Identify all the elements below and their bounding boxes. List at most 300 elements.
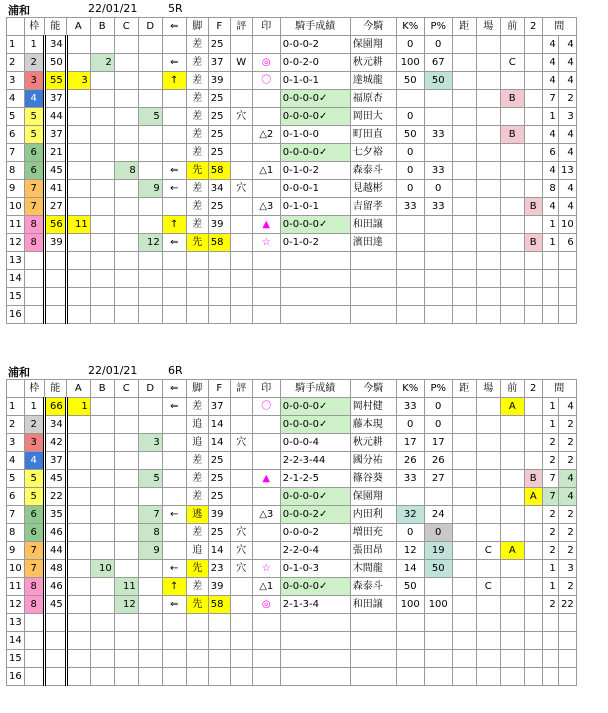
cell-arrow: ↑ bbox=[162, 216, 186, 234]
cell-C bbox=[114, 90, 138, 108]
cell-P: 0 bbox=[424, 416, 452, 434]
cell-A bbox=[66, 542, 90, 560]
cell-ma1: 7 bbox=[542, 90, 558, 108]
cell-arrow: ⇐ bbox=[162, 234, 186, 252]
cell-kishu: 0-0-0-4 bbox=[280, 434, 350, 452]
cell-empty bbox=[424, 632, 452, 650]
cell-B bbox=[90, 36, 114, 54]
cell-F: 25 bbox=[208, 198, 230, 216]
cell-empty bbox=[138, 632, 162, 650]
cell-kyaku: 差 bbox=[186, 90, 208, 108]
table-row bbox=[7, 452, 577, 470]
cell-mae bbox=[500, 72, 524, 90]
cell-empty bbox=[476, 270, 500, 288]
cell-jockey: 吉留孝 bbox=[350, 198, 396, 216]
cell-ni bbox=[524, 180, 542, 198]
cell-F: 39 bbox=[208, 216, 230, 234]
cell-waku: 8 bbox=[24, 596, 44, 614]
cell-jockey: 秋元耕 bbox=[350, 434, 396, 452]
cell-D bbox=[138, 578, 162, 596]
cell-jockey: 篠谷葵 bbox=[350, 470, 396, 488]
cell-P: 33 bbox=[424, 162, 452, 180]
cell-ni bbox=[524, 54, 542, 72]
cell-empty bbox=[350, 306, 396, 324]
cell-arrow bbox=[162, 108, 186, 126]
cell-empty bbox=[350, 288, 396, 306]
table-row-empty bbox=[7, 288, 577, 306]
cell-empty bbox=[280, 270, 350, 288]
cell-no: 7 bbox=[7, 506, 25, 524]
cell-empty bbox=[186, 306, 208, 324]
cell-P: 50 bbox=[424, 560, 452, 578]
cell-B bbox=[90, 524, 114, 542]
cell-kyaku: 差 bbox=[186, 216, 208, 234]
header-cell: P% bbox=[424, 18, 452, 36]
cell-empty bbox=[252, 650, 280, 668]
cell-ni bbox=[524, 108, 542, 126]
cell-B bbox=[90, 506, 114, 524]
venue-label: 浦和 bbox=[8, 4, 30, 17]
header-cell: 距 bbox=[452, 18, 476, 36]
cell-ma2: 4 bbox=[558, 126, 576, 144]
cell-empty bbox=[138, 650, 162, 668]
cell-no: 11 bbox=[7, 216, 25, 234]
header-cell: 評 bbox=[230, 18, 252, 36]
cell-nou: 34 bbox=[44, 36, 66, 54]
cell-empty bbox=[186, 668, 208, 686]
cell-waku: 5 bbox=[24, 470, 44, 488]
cell-kyori bbox=[452, 416, 476, 434]
cell-K bbox=[396, 234, 424, 252]
cell-P: 19 bbox=[424, 542, 452, 560]
table-row bbox=[7, 542, 577, 560]
cell-B bbox=[90, 596, 114, 614]
cell-B bbox=[90, 234, 114, 252]
cell-C bbox=[114, 470, 138, 488]
cell-empty bbox=[230, 614, 252, 632]
cell-B bbox=[90, 578, 114, 596]
cell-arrow bbox=[162, 416, 186, 434]
cell-empty bbox=[452, 668, 476, 686]
cell-kyaku: 先 bbox=[186, 234, 208, 252]
cell-empty bbox=[90, 306, 114, 324]
cell-empty bbox=[396, 650, 424, 668]
cell-P: 33 bbox=[424, 198, 452, 216]
cell-P: 33 bbox=[424, 126, 452, 144]
cell-empty bbox=[524, 270, 542, 288]
cell-A bbox=[66, 452, 90, 470]
race-table bbox=[6, 379, 577, 686]
cell-empty bbox=[280, 288, 350, 306]
cell-empty bbox=[542, 288, 558, 306]
cell-ni bbox=[524, 596, 542, 614]
cell-arrow: ⇐ bbox=[162, 54, 186, 72]
cell-arrow: ← bbox=[162, 506, 186, 524]
cell-empty bbox=[424, 650, 452, 668]
cell-D bbox=[138, 36, 162, 54]
cell-no: 16 bbox=[7, 668, 25, 686]
cell-A bbox=[66, 144, 90, 162]
cell-empty bbox=[558, 614, 576, 632]
cell-kyori bbox=[452, 506, 476, 524]
cell-waku: 2 bbox=[24, 416, 44, 434]
cell-no: 8 bbox=[7, 524, 25, 542]
cell-empty bbox=[542, 668, 558, 686]
cell-kyaku: 差 bbox=[186, 398, 208, 416]
cell-jockey: 七夕裕 bbox=[350, 144, 396, 162]
cell-empty bbox=[424, 270, 452, 288]
cell-kyori bbox=[452, 72, 476, 90]
cell-no: 7 bbox=[7, 144, 25, 162]
cell-empty bbox=[186, 632, 208, 650]
cell-kishu: 0-0-0-0✓ bbox=[280, 488, 350, 506]
table-row bbox=[7, 434, 577, 452]
cell-mae bbox=[500, 144, 524, 162]
cell-empty bbox=[524, 288, 542, 306]
cell-empty bbox=[280, 632, 350, 650]
cell-hyo bbox=[230, 488, 252, 506]
cell-empty bbox=[114, 650, 138, 668]
header-cell: A bbox=[66, 18, 90, 36]
cell-empty bbox=[396, 288, 424, 306]
header-cell: C bbox=[114, 380, 138, 398]
cell-hyo bbox=[230, 90, 252, 108]
cell-F: 25 bbox=[208, 470, 230, 488]
cell-ni bbox=[524, 216, 542, 234]
cell-shirushi bbox=[252, 108, 280, 126]
cell-empty bbox=[162, 650, 186, 668]
cell-empty bbox=[558, 252, 576, 270]
cell-ni bbox=[524, 506, 542, 524]
cell-empty bbox=[114, 288, 138, 306]
cell-D: 9 bbox=[138, 542, 162, 560]
header-cell: 騎手成績 bbox=[280, 380, 350, 398]
cell-P: 24 bbox=[424, 506, 452, 524]
cell-arrow bbox=[162, 36, 186, 54]
cell-empty bbox=[138, 668, 162, 686]
cell-B bbox=[90, 198, 114, 216]
table-row bbox=[7, 36, 577, 54]
cell-kishu: 0-0-0-2✓ bbox=[280, 506, 350, 524]
cell-waku: 8 bbox=[24, 216, 44, 234]
cell-kishu: 0-0-0-0✓ bbox=[280, 398, 350, 416]
cell-D: 3 bbox=[138, 434, 162, 452]
cell-no: 1 bbox=[7, 36, 25, 54]
cell-F: 25 bbox=[208, 90, 230, 108]
cell-D bbox=[138, 216, 162, 234]
cell-jockey: 岡村健 bbox=[350, 398, 396, 416]
cell-empty bbox=[90, 614, 114, 632]
cell-hyo: 穴 bbox=[230, 524, 252, 542]
cell-empty bbox=[252, 614, 280, 632]
cell-ba bbox=[476, 506, 500, 524]
cell-waku: 6 bbox=[24, 524, 44, 542]
cell-shirushi: ☆ bbox=[252, 234, 280, 252]
cell-F: 39 bbox=[208, 578, 230, 596]
cell-empty bbox=[162, 632, 186, 650]
cell-D: 12 bbox=[138, 234, 162, 252]
cell-empty bbox=[208, 614, 230, 632]
cell-K bbox=[396, 90, 424, 108]
cell-no: 14 bbox=[7, 270, 25, 288]
cell-C bbox=[114, 524, 138, 542]
cell-K: 17 bbox=[396, 434, 424, 452]
cell-no: 5 bbox=[7, 108, 25, 126]
cell-kyaku: 差 bbox=[186, 198, 208, 216]
cell-hyo bbox=[230, 216, 252, 234]
cell-hyo: W bbox=[230, 54, 252, 72]
cell-ma2: 2 bbox=[558, 434, 576, 452]
cell-A: 11 bbox=[66, 216, 90, 234]
cell-hyo bbox=[230, 234, 252, 252]
cell-ba bbox=[476, 596, 500, 614]
cell-empty bbox=[90, 650, 114, 668]
cell-empty bbox=[230, 252, 252, 270]
cell-kyori bbox=[452, 560, 476, 578]
cell-mae bbox=[500, 162, 524, 180]
cell-mae bbox=[500, 198, 524, 216]
cell-D bbox=[138, 144, 162, 162]
cell-empty bbox=[396, 306, 424, 324]
cell-D bbox=[138, 90, 162, 108]
cell-ma1: 4 bbox=[542, 54, 558, 72]
cell-hyo bbox=[230, 452, 252, 470]
cell-hyo bbox=[230, 470, 252, 488]
cell-C: 8 bbox=[114, 162, 138, 180]
cell-waku: 5 bbox=[24, 126, 44, 144]
cell-waku: 3 bbox=[24, 72, 44, 90]
cell-C bbox=[114, 398, 138, 416]
cell-nou: 45 bbox=[44, 162, 66, 180]
cell-kishu: 0-0-0-2 bbox=[280, 524, 350, 542]
header-cell: 評 bbox=[230, 380, 252, 398]
cell-kishu: 0-0-2-0 bbox=[280, 54, 350, 72]
cell-empty bbox=[280, 650, 350, 668]
cell-mae bbox=[500, 488, 524, 506]
header-cell: 脚 bbox=[186, 18, 208, 36]
cell-A bbox=[66, 54, 90, 72]
cell-A bbox=[66, 416, 90, 434]
cell-empty bbox=[90, 252, 114, 270]
header-cell: 距 bbox=[452, 380, 476, 398]
cell-kishu: 0-1-0-2 bbox=[280, 234, 350, 252]
cell-empty bbox=[280, 306, 350, 324]
cell-F: 58 bbox=[208, 596, 230, 614]
cell-kyori bbox=[452, 578, 476, 596]
cell-kyori bbox=[452, 470, 476, 488]
cell-empty bbox=[208, 288, 230, 306]
cell-empty bbox=[452, 650, 476, 668]
cell-empty bbox=[542, 306, 558, 324]
cell-K: 100 bbox=[396, 596, 424, 614]
cell-kyaku: 差 bbox=[186, 488, 208, 506]
cell-kishu: 2-1-2-5 bbox=[280, 470, 350, 488]
cell-empty bbox=[396, 632, 424, 650]
cell-nou: 37 bbox=[44, 126, 66, 144]
header-cell: D bbox=[138, 380, 162, 398]
header-cell: 印 bbox=[252, 380, 280, 398]
cell-ma2: 4 bbox=[558, 144, 576, 162]
cell-no: 9 bbox=[7, 542, 25, 560]
cell-ba bbox=[476, 216, 500, 234]
cell-empty bbox=[208, 270, 230, 288]
cell-K: 50 bbox=[396, 578, 424, 596]
cell-kyori bbox=[452, 398, 476, 416]
cell-jockey: 増田充 bbox=[350, 524, 396, 542]
cell-ma1: 2 bbox=[542, 434, 558, 452]
cell-ni bbox=[524, 434, 542, 452]
table-row bbox=[7, 198, 577, 216]
cell-waku: 6 bbox=[24, 144, 44, 162]
cell-mae bbox=[500, 506, 524, 524]
cell-empty bbox=[280, 668, 350, 686]
cell-P: 50 bbox=[424, 72, 452, 90]
cell-ma2: 3 bbox=[558, 108, 576, 126]
cell-empty bbox=[542, 270, 558, 288]
cell-hyo bbox=[230, 72, 252, 90]
cell-arrow: ⇐ bbox=[162, 596, 186, 614]
cell-empty bbox=[162, 252, 186, 270]
cell-F: 37 bbox=[208, 398, 230, 416]
cell-jockey: 保園翔 bbox=[350, 488, 396, 506]
cell-kyaku: 差 bbox=[186, 578, 208, 596]
cell-mae bbox=[500, 524, 524, 542]
cell-empty bbox=[252, 270, 280, 288]
cell-empty bbox=[452, 632, 476, 650]
cell-empty bbox=[524, 632, 542, 650]
header-cell: C bbox=[114, 18, 138, 36]
cell-P bbox=[424, 108, 452, 126]
cell-C bbox=[114, 144, 138, 162]
cell-no: 9 bbox=[7, 180, 25, 198]
cell-ma2: 4 bbox=[558, 36, 576, 54]
cell-ba bbox=[476, 90, 500, 108]
cell-kyaku: 追 bbox=[186, 416, 208, 434]
cell-ni: B bbox=[524, 198, 542, 216]
cell-D bbox=[138, 72, 162, 90]
cell-P bbox=[424, 488, 452, 506]
cell-ma1: 1 bbox=[542, 216, 558, 234]
cell-ma1: 4 bbox=[542, 162, 558, 180]
table-row bbox=[7, 560, 577, 578]
cell-empty bbox=[90, 288, 114, 306]
cell-C bbox=[114, 36, 138, 54]
cell-kyaku: 差 bbox=[186, 180, 208, 198]
table-row bbox=[7, 234, 577, 252]
cell-no: 12 bbox=[7, 596, 25, 614]
cell-empty bbox=[524, 668, 542, 686]
cell-K: 0 bbox=[396, 108, 424, 126]
cell-empty bbox=[208, 650, 230, 668]
cell-ma2: 6 bbox=[558, 234, 576, 252]
cell-waku: 8 bbox=[24, 234, 44, 252]
cell-kyori bbox=[452, 144, 476, 162]
cell-empty bbox=[44, 668, 66, 686]
cell-jockey: 藤本現 bbox=[350, 416, 396, 434]
cell-jockey: 國分祐 bbox=[350, 452, 396, 470]
cell-empty bbox=[90, 270, 114, 288]
cell-K: 33 bbox=[396, 198, 424, 216]
cell-empty bbox=[44, 252, 66, 270]
cell-B bbox=[90, 216, 114, 234]
cell-B: 10 bbox=[90, 560, 114, 578]
cell-empty bbox=[524, 252, 542, 270]
cell-F: 14 bbox=[208, 434, 230, 452]
cell-P bbox=[424, 144, 452, 162]
cell-C bbox=[114, 108, 138, 126]
cell-no: 15 bbox=[7, 650, 25, 668]
cell-hyo bbox=[230, 506, 252, 524]
cell-ma1: 4 bbox=[542, 126, 558, 144]
header-cell: 能 bbox=[44, 380, 66, 398]
cell-ba bbox=[476, 470, 500, 488]
cell-empty bbox=[208, 306, 230, 324]
cell-D bbox=[138, 54, 162, 72]
table-row bbox=[7, 126, 577, 144]
cell-K bbox=[396, 488, 424, 506]
cell-arrow bbox=[162, 470, 186, 488]
header-cell: F bbox=[208, 18, 230, 36]
cell-B bbox=[90, 398, 114, 416]
cell-empty bbox=[186, 252, 208, 270]
cell-empty bbox=[476, 668, 500, 686]
cell-no: 11 bbox=[7, 578, 25, 596]
cell-empty bbox=[24, 614, 44, 632]
cell-ni bbox=[524, 144, 542, 162]
table-row bbox=[7, 596, 577, 614]
cell-empty bbox=[186, 650, 208, 668]
cell-C bbox=[114, 180, 138, 198]
cell-ma2: 22 bbox=[558, 596, 576, 614]
cell-ma2: 2 bbox=[558, 578, 576, 596]
cell-K: 100 bbox=[396, 54, 424, 72]
cell-waku: 8 bbox=[24, 578, 44, 596]
cell-F: 25 bbox=[208, 488, 230, 506]
cell-empty bbox=[24, 306, 44, 324]
cell-ni bbox=[524, 560, 542, 578]
cell-P: 0 bbox=[424, 36, 452, 54]
cell-D bbox=[138, 596, 162, 614]
cell-mae bbox=[500, 560, 524, 578]
cell-mae bbox=[500, 216, 524, 234]
cell-D bbox=[138, 452, 162, 470]
cell-mae bbox=[500, 452, 524, 470]
cell-empty bbox=[114, 668, 138, 686]
cell-ba bbox=[476, 54, 500, 72]
cell-ba bbox=[476, 560, 500, 578]
cell-empty bbox=[558, 668, 576, 686]
cell-mae bbox=[500, 596, 524, 614]
cell-empty bbox=[186, 270, 208, 288]
cell-ma2: 10 bbox=[558, 216, 576, 234]
cell-ma1: 8 bbox=[542, 180, 558, 198]
cell-kyaku: 追 bbox=[186, 542, 208, 560]
cell-ma1: 4 bbox=[542, 72, 558, 90]
header-cell: ⇐ bbox=[162, 18, 186, 36]
cell-B: 2 bbox=[90, 54, 114, 72]
cell-waku: 7 bbox=[24, 180, 44, 198]
cell-mae bbox=[500, 578, 524, 596]
cell-shirushi bbox=[252, 180, 280, 198]
cell-no: 8 bbox=[7, 162, 25, 180]
cell-arrow bbox=[162, 90, 186, 108]
cell-ba bbox=[476, 452, 500, 470]
header-cell: 場 bbox=[476, 380, 500, 398]
cell-empty bbox=[476, 306, 500, 324]
cell-nou: 37 bbox=[44, 452, 66, 470]
cell-arrow: ↑ bbox=[162, 72, 186, 90]
cell-shirushi: ▲ bbox=[252, 470, 280, 488]
